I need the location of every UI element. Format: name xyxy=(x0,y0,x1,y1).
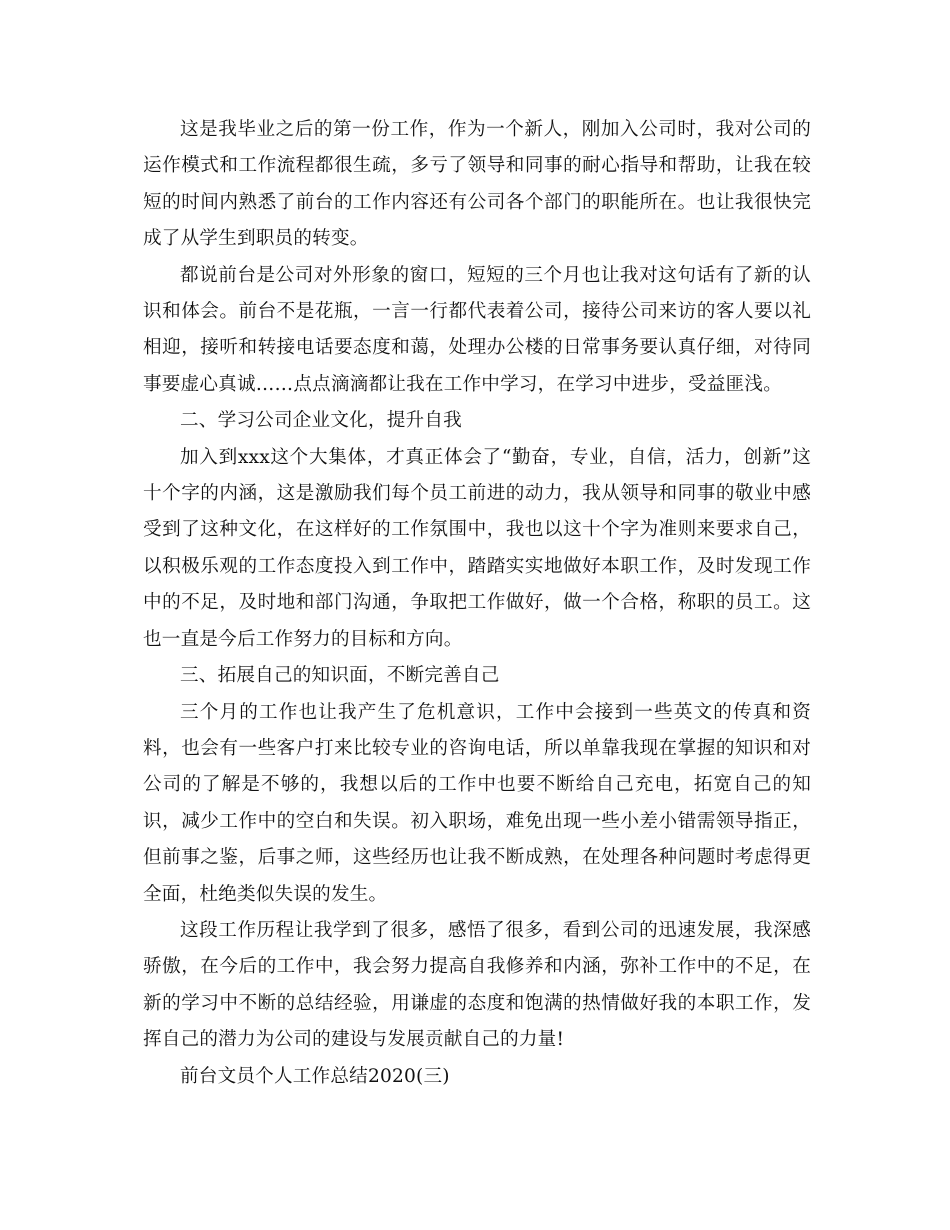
paragraph-knowledge: 三个月的工作也让我产生了危机意识，工作中会接到一些英文的传真和资料，也会有一些客户打来比较专业的咨询电话，所以单靠我现在掌握的知识和对公司的了解是不够的，我想以后的工作中也要不断给自己充电，拓宽自己的知识，减少工作中的空白和失误。初入职场，难免出现一些小差小错需领导指正，但前事之鉴，后事之师，这些经历也让我不断成熟，在处理各种问题时考虑得更全面，杜绝类似失误的发生。 xyxy=(143,701,811,905)
paragraph-first-job: 这是我毕业之后的第一份工作，作为一个新人，刚加入公司时，我对公司的运作模式和工作流程都很生疏，多亏了领导和同事的耐心指导和帮助，让我在较短的时间内熟悉了前台的工作内容还有公司各个部门的职能所在。也让我很快完成了从学生到职员的转变。 xyxy=(143,119,811,250)
paragraph-company-culture: 加入到xxx这个大集体，才真正体会了“勤奋，专业，自信，活力，创新”这十个字的内涵，这是激励我们每个员工前进的动力，我从领导和同事的敬业中感受到了这种文化，在这样好的工作氛围中，我也以这十个字为准则来要求自己，以积极乐观的工作态度投入到工作中，踏踏实实地做好本职工作，及时发现工作中的不足，及时地和部门沟通，争取把工作做好，做一个合格，称职的员工。这也一直是今后工作努力的目标和方向。 xyxy=(143,446,811,650)
section-heading-knowledge: 三、拓展自己的知识面，不断完善自己 xyxy=(180,665,500,687)
next-article-title: 前台文员个人工作总结2020(三) xyxy=(180,1065,450,1087)
section-heading-culture: 二、学习公司企业文化，提升自我 xyxy=(180,410,462,432)
document-body xyxy=(143,112,811,1095)
paragraph-conclusion: 这段工作历程让我学到了很多，感悟了很多，看到公司的迅速发展，我深感骄傲，在今后的工作中，我会努力提高自我修养和内涵，弥补工作中的不足，在新的学习中不断的总结经验，用谦虚的态度和饱满的热情做好我的本职工作，发挥自己的潜力为公司的建设与发展贡献自己的力量! xyxy=(143,919,811,1051)
paragraph-front-desk-image: 都说前台是公司对外形象的窗口，短短的三个月也让我对这句话有了新的认识和体会。前台不是花瓶，一言一行都代表着公司，接待公司来访的客人要以礼相迎，接听和转接电话要态度和蔼，处理办公楼的日常事务要认真仔细，对待同事要虚心真诚……点点滴滴都让我在工作中学习，在学习中进步，受益匪浅。 xyxy=(143,264,811,395)
